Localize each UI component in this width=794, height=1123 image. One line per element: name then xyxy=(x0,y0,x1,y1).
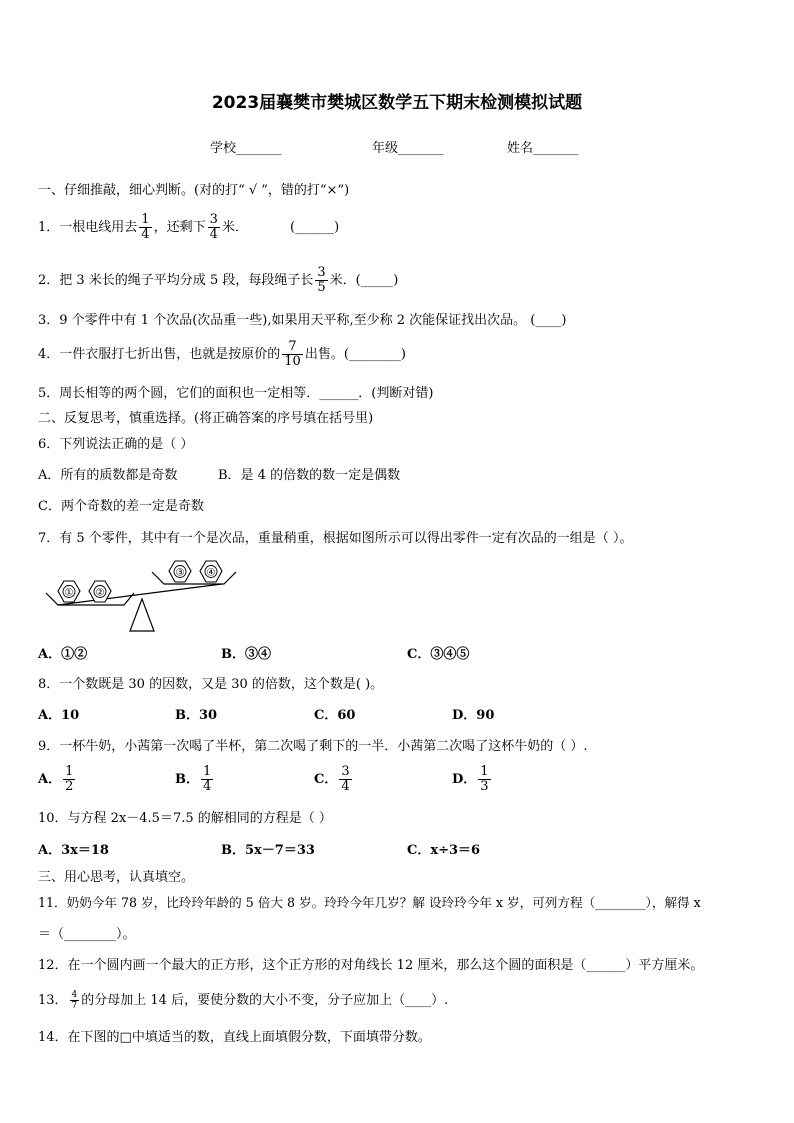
q13-text-pre: 13． xyxy=(38,993,68,1008)
q10-option-c: C．x÷3＝6 xyxy=(407,843,481,858)
q7-option-b: B．③④ xyxy=(221,647,271,662)
q4-frac-num: 7 xyxy=(288,339,297,354)
q6-option-b: B．是 4 的倍数的数一定是偶数 xyxy=(218,468,401,483)
q9-d-fraction xyxy=(478,765,490,794)
question-3: 3．9 个零件中有 1 个次品(次品重一些),如果用天平称,至少称 2 次能保证找出次品。 (____) xyxy=(38,313,567,328)
q1-frac1-den: 4 xyxy=(141,227,150,242)
q6-option-a: A．所有的质数都是奇数 xyxy=(38,468,178,483)
left-pan xyxy=(46,593,134,605)
q2-frac-den: 5 xyxy=(317,280,326,295)
q9-b-fraction xyxy=(201,765,213,794)
weight-2-label: ② xyxy=(95,587,105,599)
weight-4-label: ④ xyxy=(206,567,216,579)
q9-option-b xyxy=(175,765,215,794)
question-14: 14．在下图的□中填适当的数，直线上面填假分数，下面填带分数。 xyxy=(38,1030,431,1045)
q9-c-label: C． xyxy=(314,772,338,787)
q1-text-pre: 1．一根电线用去 xyxy=(38,220,138,235)
question-11-line-2: ＝（________）。 xyxy=(38,927,136,942)
q1-frac1-num: 1 xyxy=(141,212,150,227)
question-6-stem: 6．下列说法正确的是（ ） xyxy=(38,437,194,452)
question-11-line-1: 11．奶奶今年 78 岁，比玲玲年龄的 5 倍大 8 岁。玲玲今年几岁？解 设玲玲今年 x 岁，可列方程（________），解得 x xyxy=(38,895,701,910)
q9-a-label: A． xyxy=(38,772,62,787)
question-13 xyxy=(38,990,448,1011)
question-9-stem: 9．一杯牛奶，小茜第一次喝了半杯，第二次喝了剩下的一半．小茜第二次喝了这杯牛奶的（ ）. xyxy=(38,739,588,754)
question-5: 5．周长相等的两个圆，它们的面积也一定相等．______．(判断对错) xyxy=(38,386,434,401)
page-title: 2023届襄樊市樊城区数学五下期末检测模拟试题 xyxy=(211,93,583,113)
q1-text-post: 米． xyxy=(221,220,248,235)
q2-frac-num: 3 xyxy=(317,265,326,280)
q9-d-den: 3 xyxy=(480,779,489,794)
q9-d-label: D． xyxy=(452,772,477,787)
q4-frac-den: 10 xyxy=(284,354,301,369)
q9-b-num: 1 xyxy=(203,764,212,779)
question-12: 12．在一个圆内画一个最大的正方形，这个正方形的对角线长 12 厘米，那么这个圆的面积是（______）平方厘米。 xyxy=(38,958,704,973)
question-1 xyxy=(38,213,339,242)
q9-a-fraction xyxy=(63,765,75,794)
q1-text-mid: ，还剩下 xyxy=(153,220,206,235)
q1-fraction-1 xyxy=(139,213,151,242)
q13-fraction xyxy=(70,990,80,1011)
q2-text-post: 米．(_____) xyxy=(329,273,399,288)
q9-c-num: 3 xyxy=(341,764,350,779)
q10-option-b: B．5x－7＝33 xyxy=(221,843,315,858)
grade-field: 年级_______ xyxy=(372,141,444,156)
q9-b-label: B． xyxy=(175,772,199,787)
section-2-heading: 二、反复思考，慎重选择。(将正确答案的序号填在括号里) xyxy=(38,411,374,426)
weight-3 xyxy=(169,561,191,582)
q4-text-pre: 4．一件衣服打七折出售，也就是按原价的 xyxy=(38,347,281,362)
q13-frac-num: 4 xyxy=(71,990,78,1000)
q9-b-den: 4 xyxy=(203,779,212,794)
q13-frac-den: 7 xyxy=(71,1001,78,1011)
q8-option-c: C．60 xyxy=(314,708,356,723)
q9-d-num: 1 xyxy=(480,764,489,779)
section-3-heading: 三、用心思考，认真填空。 xyxy=(38,870,195,885)
q8-option-d: D．90 xyxy=(452,708,495,723)
q1-fraction-2 xyxy=(208,213,220,242)
q10-option-a: A．3x＝18 xyxy=(38,843,109,858)
q1-frac2-den: 4 xyxy=(209,227,218,242)
weight-3-label: ③ xyxy=(175,567,185,579)
q4-text-post: 出售。(________) xyxy=(304,347,406,362)
fulcrum xyxy=(130,599,154,631)
school-field: 学校_______ xyxy=(210,141,282,156)
name-field: 姓名_______ xyxy=(507,141,579,156)
q6-option-c: C．两个奇数的差一定是奇数 xyxy=(38,499,204,514)
question-7-stem: 7．有 5 个零件，其中有一个是次品，重量稍重，根据如图所示可以得出零件一定有次品的一组是（ ）。 xyxy=(38,531,633,546)
question-2 xyxy=(38,266,398,295)
balance-scale-figure xyxy=(40,557,250,635)
question-10-stem: 10．与方程 2x－4.5＝7.5 的解相同的方程是（ ） xyxy=(38,811,332,826)
q9-a-den: 2 xyxy=(65,779,74,794)
q9-a-num: 1 xyxy=(65,764,74,779)
q9-option-c xyxy=(314,765,354,794)
q9-c-den: 4 xyxy=(341,779,350,794)
weight-4 xyxy=(200,561,222,582)
right-pan xyxy=(152,572,236,584)
question-8-stem: 8．一个数既是 30 的因数，又是 30 的倍数，这个数是( )。 xyxy=(38,677,384,692)
q13-text-post: 的分母加上 14 后，要使分数的大小不变，分子应加上（____）. xyxy=(81,993,449,1008)
q9-c-fraction xyxy=(339,765,351,794)
q4-fraction xyxy=(282,340,303,369)
q2-text-pre: 2．把 3 米长的绳子平均分成 5 段，每段绳子长 xyxy=(38,273,314,288)
q7-option-c: C．③④⑤ xyxy=(407,647,470,662)
weight-1 xyxy=(58,581,80,602)
q7-option-a: A．①② xyxy=(38,647,88,662)
question-4 xyxy=(38,340,406,369)
section-1-heading: 一、仔细推敲，细心判断。(对的打“ √ ”，错的打“×”) xyxy=(38,183,350,198)
balance-beam xyxy=(58,584,222,605)
q2-fraction xyxy=(315,266,327,295)
q1-frac2-num: 3 xyxy=(209,212,218,227)
q1-answer-blank: (______) xyxy=(290,220,340,235)
weight-1-label: ① xyxy=(64,587,74,599)
q9-option-a xyxy=(38,765,77,794)
q8-option-b: B．30 xyxy=(175,708,218,723)
q8-option-a: A．10 xyxy=(38,708,80,723)
q9-option-d xyxy=(452,765,493,794)
